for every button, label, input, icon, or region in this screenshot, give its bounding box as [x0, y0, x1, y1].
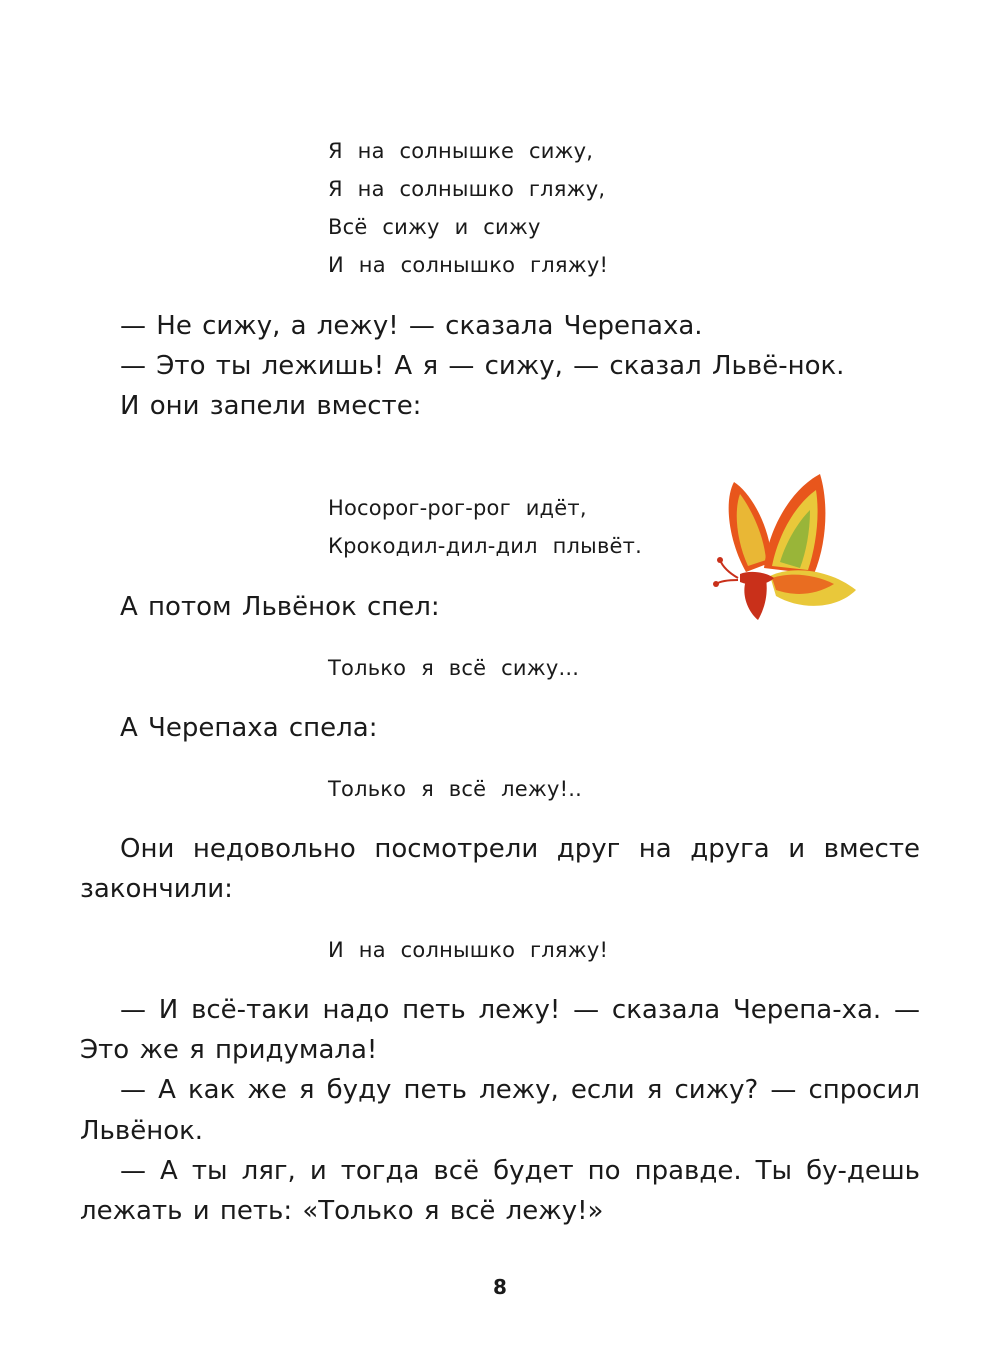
verse-line: Носорог-рог-рог идёт,: [328, 496, 587, 520]
paragraph: Они недовольно посмотрели друг на друга и вместе закончили:: [80, 834, 920, 905]
verse-line: Я на солнышко гляжу,: [328, 177, 606, 201]
verse-line: Я на солнышке сижу,: [328, 139, 594, 163]
verse-line: И на солнышко гляжу!: [328, 938, 609, 962]
paragraph-turtle-sang: [80, 708, 920, 748]
paragraph: — А как же я буду петь лежу, если я сижу? — спросил Львёнок.: [80, 1075, 920, 1146]
verse-turtle: [328, 770, 582, 808]
paragraph: — И всё-таки надо петь лежу! — сказала Черепа-ха. — Это же я придумала!: [80, 995, 920, 1066]
paragraph: — Не сижу, а лежу! — сказала Черепаха.: [120, 311, 703, 341]
paragraph-finished: [80, 829, 920, 909]
paragraph: — А ты ляг, и тогда всё будет по правде. Ты бу-дешь лежать и петь: «Только я всё лежу!»: [80, 1155, 920, 1227]
verse-line: Всё сижу и сижу: [328, 215, 541, 239]
verse-line: Только я всё лежу!..: [328, 777, 582, 801]
verse-line: И на солнышко гляжу!: [328, 253, 609, 277]
butterfly-antenna: [716, 580, 738, 584]
paragraph: И они запели вместе:: [120, 391, 422, 422]
page-number: 8: [493, 1275, 507, 1299]
verse-line: Крокодил-дил-дил плывёт.: [328, 534, 642, 558]
paragraph: А потом Львёнок спел:: [120, 592, 440, 622]
paragraph: А Черепаха спела:: [120, 713, 378, 743]
verse-sun: [328, 132, 608, 284]
verse-line: Только я всё сижу...: [328, 656, 580, 680]
verse-lion: [328, 649, 579, 687]
butterfly-antenna: [720, 560, 738, 578]
dialogue-block-1: [80, 306, 920, 427]
verse-together: [328, 931, 608, 969]
dialogue-block-2: [80, 990, 920, 1231]
paragraph-lion-sang: [80, 587, 920, 627]
paragraph: — Это ты лежишь! А я — сижу, — сказал Львё-нок.: [120, 351, 845, 382]
butterfly-body: [740, 572, 774, 585]
verse-rhino: [328, 489, 642, 565]
